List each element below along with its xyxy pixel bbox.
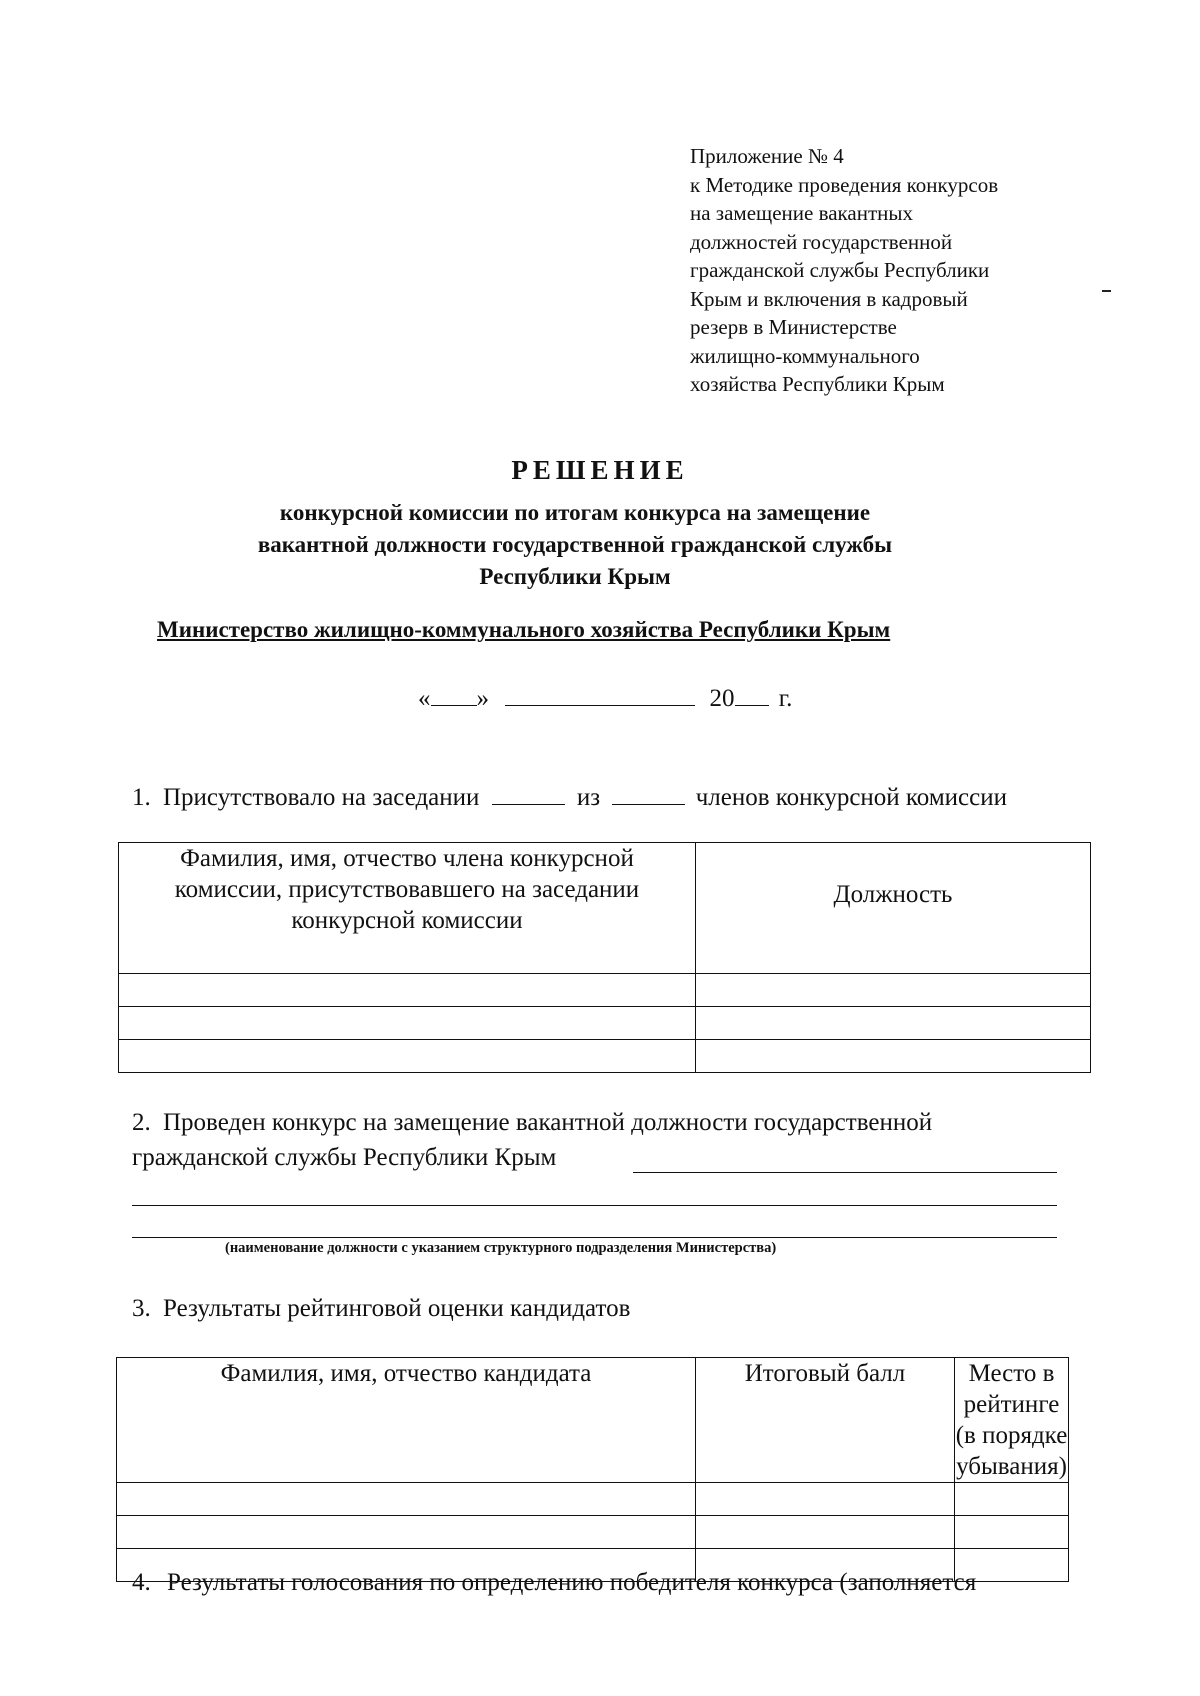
appendix-block — [690, 142, 998, 399]
subtitle-line: конкурсной комиссии по итогам конкурса на замещение — [279, 500, 871, 525]
subtitle-line: Республики Крым — [479, 564, 671, 589]
section-number: 3. — [132, 1295, 151, 1322]
organization-name: Министерство жилищно-коммунального хозяйства Республики Крым — [157, 617, 891, 642]
table-cell[interactable] — [696, 1516, 955, 1549]
present-count-blank[interactable] — [492, 780, 565, 805]
candidates-rating-table — [116, 1357, 1069, 1582]
table-cell[interactable] — [119, 1040, 696, 1073]
year-blank[interactable] — [735, 681, 769, 706]
table-cell[interactable] — [955, 1516, 1069, 1549]
commission-members-table — [118, 842, 1091, 1073]
section-number: 2. — [132, 1109, 151, 1136]
appendix-line: к Методике проведения конкурсов — [690, 172, 999, 197]
section-3 — [132, 1295, 630, 1323]
table-cell[interactable] — [119, 1007, 696, 1040]
appendix-line: должностей государственной — [690, 229, 953, 254]
table-cell[interactable] — [696, 1007, 1091, 1040]
total-count-blank[interactable] — [612, 780, 685, 805]
position-caption: (наименование должности с указанием структурного подразделения Министерства) — [225, 1240, 777, 1256]
year-prefix: 20 — [709, 685, 735, 712]
date-line — [418, 681, 792, 713]
section-2-second-line — [132, 1144, 556, 1172]
position-blank-3[interactable] — [132, 1237, 1057, 1238]
table-row — [119, 974, 1091, 1007]
table-header-row — [119, 843, 1091, 974]
header-total-score: Итоговый балл — [696, 1358, 955, 1483]
table-cell[interactable] — [696, 974, 1091, 1007]
section-4-text: Результаты голосования по определению победителя конкурса (заполняется — [167, 1569, 977, 1596]
table-row — [117, 1516, 1069, 1549]
table-cell[interactable] — [119, 974, 696, 1007]
section-1-text-a: Присутствовало на заседании — [163, 784, 480, 811]
section-3-text: Результаты рейтинговой оценки кандидатов — [163, 1295, 631, 1322]
position-blank-2[interactable] — [132, 1205, 1057, 1206]
month-blank[interactable] — [505, 681, 695, 706]
margin-dash — [1102, 290, 1111, 292]
appendix-line: хозяйства Республики Крым — [690, 372, 945, 396]
day-blank[interactable] — [431, 681, 477, 706]
appendix-line: гражданской службы Республики — [690, 258, 990, 282]
table-row — [119, 1040, 1091, 1073]
header-candidate-name: Фамилия, имя, отчество кандидата — [117, 1358, 696, 1483]
section-4 — [132, 1569, 976, 1597]
table-cell[interactable] — [117, 1516, 696, 1549]
section-number: 4. — [132, 1569, 151, 1596]
document-subtitle — [0, 497, 1150, 593]
appendix-line: на замещение вакантных — [690, 201, 914, 225]
appendix-line: Приложение № 4 — [690, 144, 844, 168]
date-open-quote: « — [418, 685, 431, 712]
table-cell[interactable] — [955, 1483, 1069, 1516]
appendix-line: жилищно-коммунального — [690, 343, 920, 368]
table-row — [119, 1007, 1091, 1040]
table-row — [117, 1483, 1069, 1516]
section-1-text-c: членов конкурсной комиссии — [695, 784, 1007, 811]
section-2 — [132, 1109, 932, 1137]
document-title: РЕШЕНИЕ — [511, 455, 689, 485]
section-2-line2: гражданской службы Республики Крым — [132, 1144, 557, 1171]
table-cell[interactable] — [696, 1483, 955, 1516]
appendix-line: Крым и включения в кадровый — [690, 286, 968, 311]
header-position: Должность — [696, 843, 1091, 974]
section-2-line1: Проведен конкурс на замещение вакантной должности государственной — [163, 1109, 933, 1136]
year-suffix: г. — [778, 685, 793, 712]
header-rating-place: Место в рейтинге (в порядке убывания) — [955, 1358, 1069, 1483]
position-blank-1[interactable] — [633, 1172, 1057, 1173]
subtitle-line: вакантной должности государственной гражданской службы — [257, 532, 893, 557]
table-cell[interactable] — [117, 1483, 696, 1516]
appendix-line: резерв в Министерстве — [690, 315, 897, 339]
section-1 — [132, 780, 1007, 812]
date-close-quote: » — [476, 685, 489, 712]
header-member-name: Фамилия, имя, отчество члена конкурсной комиссии, присутствовавшего на заседании конкурсной комиссии — [119, 843, 696, 974]
table-header-row — [117, 1358, 1069, 1483]
section-1-text-b: из — [576, 784, 601, 811]
table-cell[interactable] — [696, 1040, 1091, 1073]
section-number: 1. — [132, 784, 151, 811]
